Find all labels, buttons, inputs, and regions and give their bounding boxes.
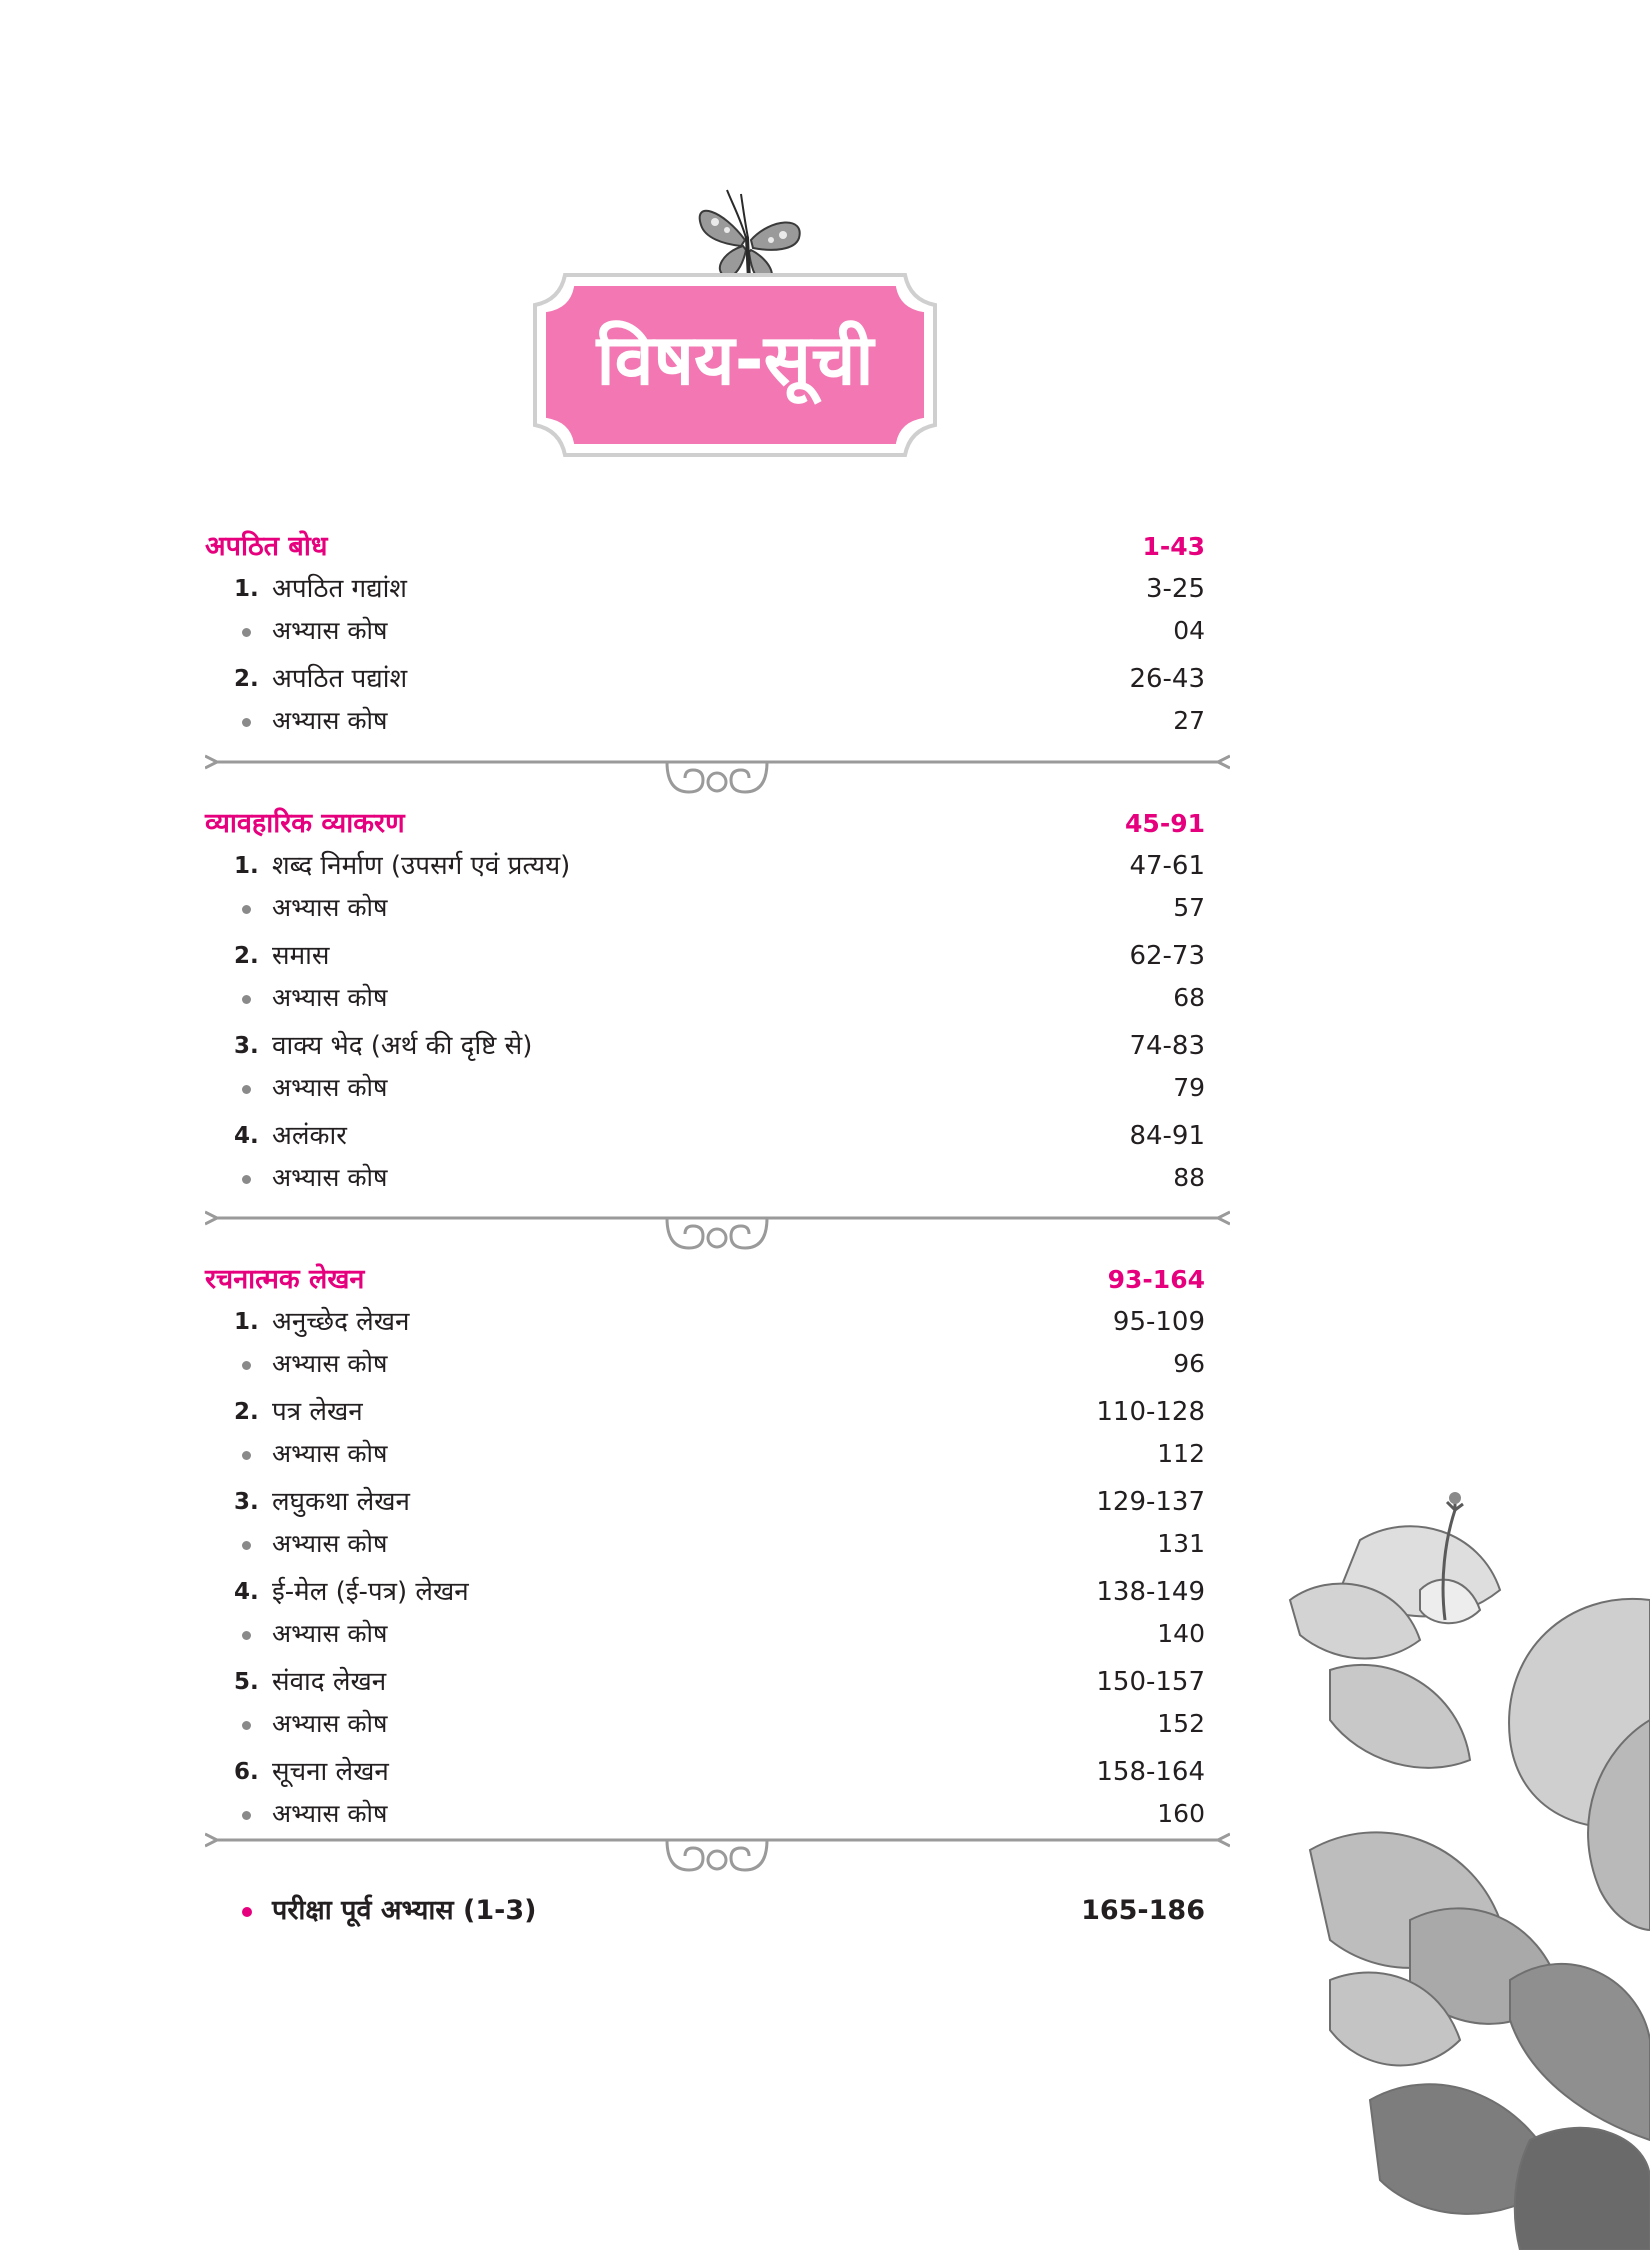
toc-subitem <box>205 977 1205 1018</box>
toc-subitem <box>205 610 1205 651</box>
subitem-label: अभ्यास कोष <box>272 1709 388 1738</box>
toc-subitem <box>205 887 1205 928</box>
section-vyavaharik-vyakaran <box>205 802 1205 1198</box>
subitem-label: अभ्यास कोष <box>272 1439 388 1468</box>
item-number: 2. <box>234 1399 259 1425</box>
toc-item <box>205 659 1205 700</box>
bullet-icon <box>242 995 251 1004</box>
page-title: विषय-सूची <box>596 319 874 401</box>
item-number: 6. <box>234 1759 259 1785</box>
section-heading-row <box>205 525 1205 569</box>
item-label: अलंकार <box>272 1121 347 1151</box>
final-label: परीक्षा पूर्व अभ्यास (1-3) <box>272 1895 537 1926</box>
subitem-label: अभ्यास कोष <box>272 1619 388 1648</box>
section-heading: व्यावहारिक व्याकरण <box>205 808 405 839</box>
item-label: अपठित गद्यांश <box>272 574 407 604</box>
subitem-label: अभ्यास कोष <box>272 616 388 645</box>
subitem-label: अभ्यास कोष <box>272 706 388 735</box>
item-number: 1. <box>234 576 259 602</box>
item-pages: 129-137 <box>1096 1487 1205 1517</box>
toc-item <box>205 569 1205 610</box>
subitem-pages: 160 <box>1157 1799 1205 1828</box>
toc-subitem <box>205 1523 1205 1564</box>
item-pages: 26-43 <box>1129 664 1205 694</box>
subitem-pages: 27 <box>1173 706 1205 735</box>
bullet-icon <box>242 1361 251 1370</box>
bullet-icon <box>242 905 251 914</box>
subitem-pages: 79 <box>1173 1073 1205 1102</box>
item-pages: 110-128 <box>1096 1397 1205 1427</box>
bullet-icon <box>242 1631 251 1640</box>
item-label: अपठित पद्यांश <box>272 664 408 694</box>
toc-subitem <box>205 1703 1205 1744</box>
toc-subitem <box>205 1343 1205 1384</box>
section-heading-row <box>205 802 1205 846</box>
item-number: 5. <box>234 1669 259 1695</box>
item-number: 4. <box>234 1579 259 1605</box>
bullet-icon <box>242 1907 252 1917</box>
subitem-pages: 96 <box>1173 1349 1205 1378</box>
toc-item <box>205 1572 1205 1613</box>
item-label: ई-मेल (ई-पत्र) लेखन <box>272 1577 469 1607</box>
bullet-icon <box>242 1085 251 1094</box>
item-pages: 3-25 <box>1145 574 1205 604</box>
item-number: 1. <box>234 853 259 879</box>
item-label: लघुकथा लेखन <box>272 1487 410 1517</box>
item-pages: 138-149 <box>1096 1577 1205 1607</box>
subitem-pages: 131 <box>1157 1529 1205 1558</box>
toc-subitem <box>205 1793 1205 1834</box>
subitem-label: अभ्यास कोष <box>272 1529 388 1558</box>
item-label: सूचना लेखन <box>272 1757 389 1787</box>
toc-item <box>205 1026 1205 1067</box>
item-pages: 62-73 <box>1129 941 1205 971</box>
section-pages: 1-43 <box>1142 532 1205 561</box>
item-pages: 95-109 <box>1112 1307 1205 1337</box>
subitem-pages: 57 <box>1173 893 1205 922</box>
bullet-icon <box>242 1721 251 1730</box>
item-pages: 158-164 <box>1096 1757 1205 1787</box>
toc-item <box>205 846 1205 887</box>
hibiscus-flower-image <box>1270 1420 1650 2250</box>
bullet-icon <box>242 1811 251 1820</box>
bullet-icon <box>242 1175 251 1184</box>
section-heading-row <box>205 1258 1205 1302</box>
ornament-divider <box>205 752 1230 802</box>
item-number: 2. <box>234 943 259 969</box>
title-badge <box>525 180 945 470</box>
section-pages: 93-164 <box>1107 1265 1205 1294</box>
subitem-label: अभ्यास कोष <box>272 1163 388 1192</box>
toc-subitem <box>205 700 1205 741</box>
toc-item <box>205 936 1205 977</box>
bullet-icon <box>242 718 251 727</box>
toc-subitem <box>205 1433 1205 1474</box>
toc-item <box>205 1116 1205 1157</box>
subitem-pages: 112 <box>1157 1439 1205 1468</box>
bullet-icon <box>242 1451 251 1460</box>
section-heading: रचनात्मक लेखन <box>205 1264 365 1295</box>
item-label: समास <box>272 941 330 971</box>
toc-final-item <box>205 1889 1205 1933</box>
toc-item <box>205 1752 1205 1793</box>
item-number: 3. <box>234 1489 259 1515</box>
final-pages: 165-186 <box>1081 1895 1205 1926</box>
toc-subitem <box>205 1613 1205 1654</box>
subitem-pages: 68 <box>1173 983 1205 1012</box>
bullet-icon <box>242 628 251 637</box>
subitem-label: अभ्यास कोष <box>272 983 388 1012</box>
toc-item <box>205 1302 1205 1343</box>
toc-subitem <box>205 1157 1205 1198</box>
item-label: संवाद लेखन <box>272 1667 387 1697</box>
item-number: 3. <box>234 1033 259 1059</box>
item-pages: 84-91 <box>1129 1121 1205 1151</box>
item-label: शब्द निर्माण (उपसर्ग एवं प्रत्यय) <box>272 851 571 881</box>
item-label: पत्र लेखन <box>272 1397 363 1427</box>
subitem-pages: 88 <box>1173 1163 1205 1192</box>
item-number: 4. <box>234 1123 259 1149</box>
item-pages: 47-61 <box>1129 851 1205 881</box>
item-number: 2. <box>234 666 259 692</box>
subitem-pages: 04 <box>1173 616 1205 645</box>
toc-subitem <box>205 1067 1205 1108</box>
bullet-icon <box>242 1541 251 1550</box>
section-heading: अपठित बोध <box>205 531 328 562</box>
toc-item <box>205 1392 1205 1433</box>
section-rachnatmak-lekhan <box>205 1258 1205 1834</box>
subitem-pages: 140 <box>1157 1619 1205 1648</box>
section-pages: 45-91 <box>1125 809 1205 838</box>
ornament-divider <box>205 1208 1230 1258</box>
item-pages: 150-157 <box>1096 1667 1205 1697</box>
subitem-label: अभ्यास कोष <box>272 1349 388 1378</box>
subitem-label: अभ्यास कोष <box>272 1073 388 1102</box>
item-label: अनुच्छेद लेखन <box>272 1307 410 1337</box>
subitem-pages: 152 <box>1157 1709 1205 1738</box>
subitem-label: अभ्यास कोष <box>272 1799 388 1828</box>
item-number: 1. <box>234 1309 259 1335</box>
toc-item <box>205 1482 1205 1523</box>
item-pages: 74-83 <box>1129 1031 1205 1061</box>
item-label: वाक्य भेद (अर्थ की दृष्टि से) <box>272 1031 533 1061</box>
toc-item <box>205 1662 1205 1703</box>
ornament-divider <box>205 1830 1230 1880</box>
subitem-label: अभ्यास कोष <box>272 893 388 922</box>
section-apathit-bodh <box>205 525 1205 741</box>
